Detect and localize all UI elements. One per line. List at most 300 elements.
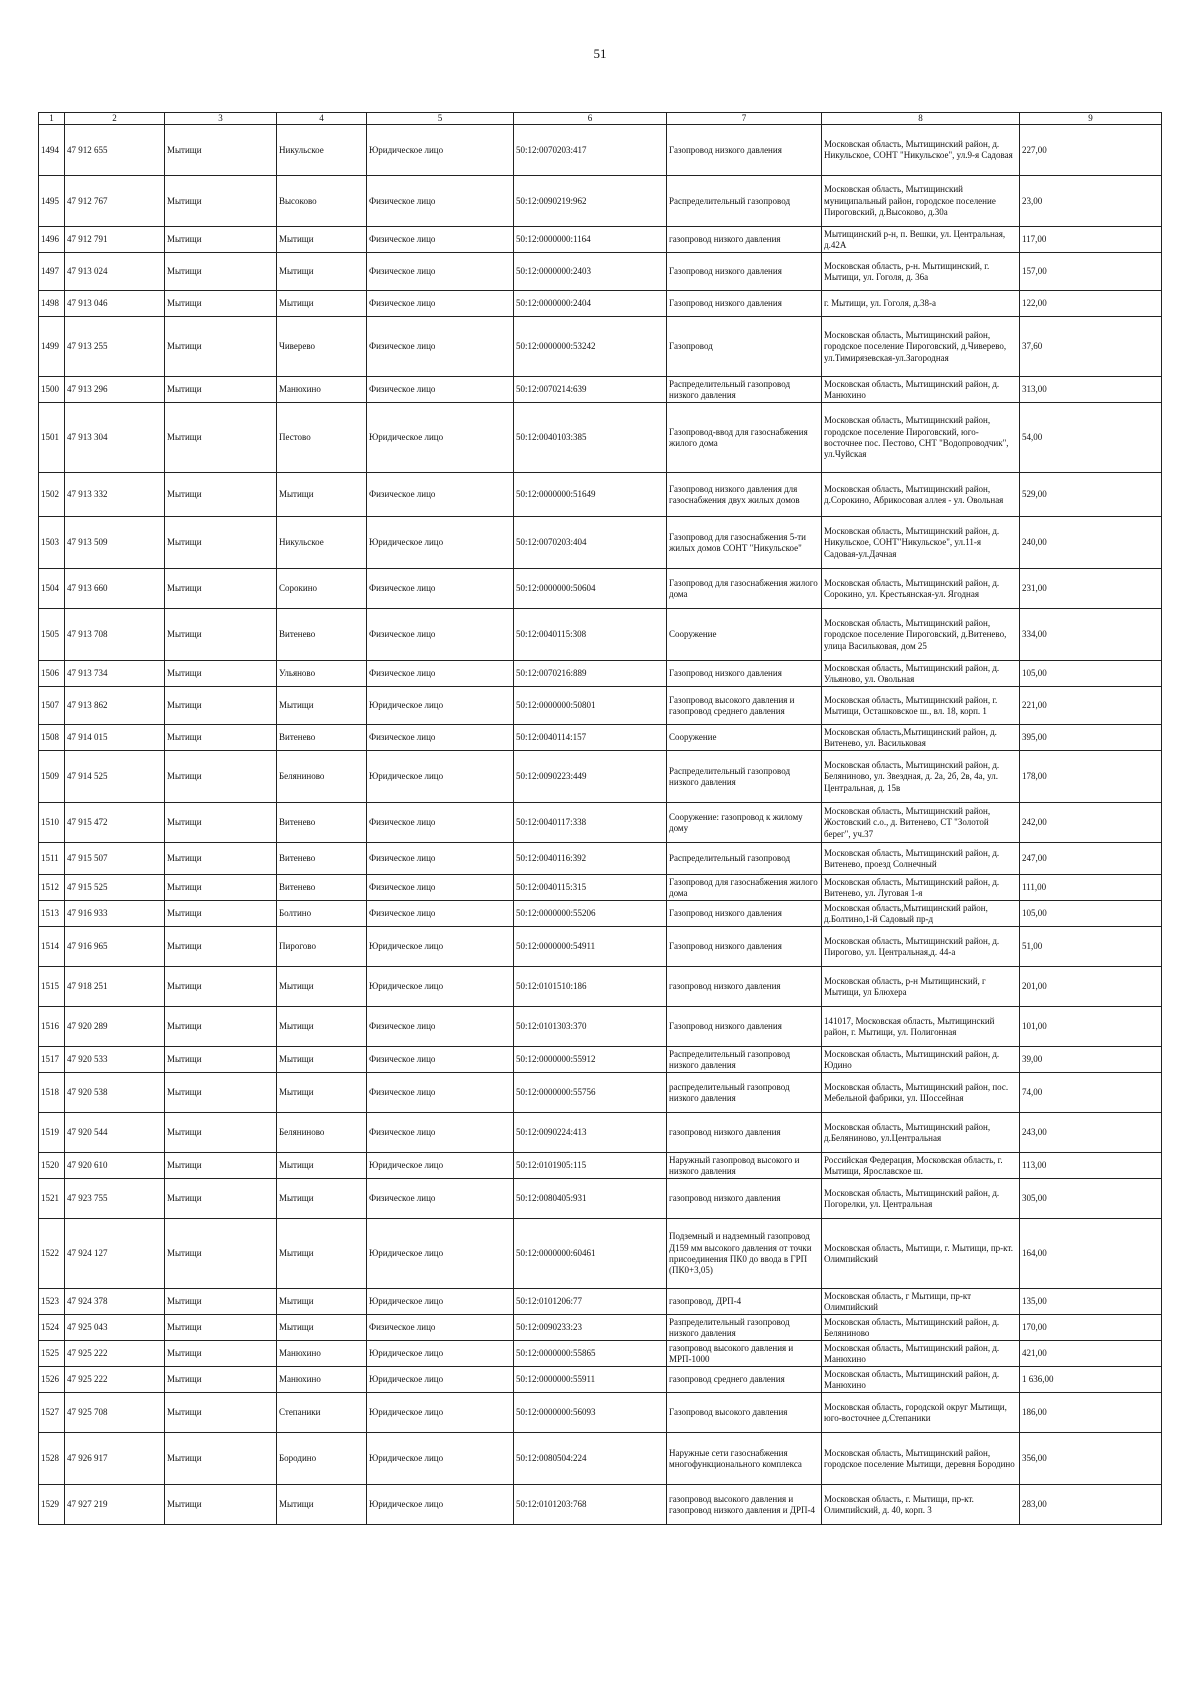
row-object-name: Газопровод низкого давления для газоснабжения двух жилых домов [667,473,822,517]
row-address: Московская область, Мытищинский район, пос. Мебельной фабрики, ул. Шоссейная [822,1073,1020,1113]
row-city: Мытищи [165,1179,277,1219]
row-length: 178,00 [1020,751,1162,803]
row-locality: Мытищи [277,1289,367,1315]
row-code: 47 912 655 [65,125,165,176]
row-number: 1520 [39,1153,65,1179]
row-length: 170,00 [1020,1315,1162,1341]
row-number: 1506 [39,661,65,687]
row-code: 47 920 533 [65,1047,165,1073]
row-locality: Болтино [277,901,367,927]
row-code: 47 920 544 [65,1113,165,1153]
row-cadastral-number: 50:12:0070214:639 [514,377,667,403]
row-code: 47 913 862 [65,687,165,725]
row-number: 1526 [39,1367,65,1393]
row-owner-type: Физическое лицо [367,176,514,227]
row-cadastral-number: 50:12:0080405:931 [514,1179,667,1219]
row-number: 1504 [39,569,65,609]
table-row [39,227,1162,253]
row-number: 1529 [39,1485,65,1525]
row-object-name: распределительный газопровод низкого давления [667,1073,822,1113]
row-city: Мытищи [165,253,277,291]
row-length: 164,00 [1020,1219,1162,1289]
row-number: 1498 [39,291,65,317]
row-locality: Мытищи [277,253,367,291]
row-length: 37,60 [1020,317,1162,377]
row-locality: Витенево [277,843,367,875]
row-code: 47 912 767 [65,176,165,227]
row-length: 113,00 [1020,1153,1162,1179]
row-city: Мытищи [165,609,277,661]
row-cadastral-number: 50:12:0000000:2404 [514,291,667,317]
row-address: Московская область, Мытищинский район, д. Манюхино [822,1341,1020,1367]
row-code: 47 912 791 [65,227,165,253]
row-locality: Ульяновo [277,661,367,687]
row-cadastral-number: 50:12:0000000:55756 [514,1073,667,1113]
row-object-name: Газопровод низкого давления [667,661,822,687]
row-address: Московская область, Мытищинский район, д. Ульяново, ул. Овольная [822,661,1020,687]
row-city: Мытищи [165,1289,277,1315]
row-address: Московская область, Мытищинский район, д.Беляниново, ул.Центральная [822,1113,1020,1153]
header-row [39,113,1162,125]
column-header: 7 [667,113,822,125]
row-address: Московская область, Мытищинский район, городское поселение Мытищи, деревня Бородино [822,1433,1020,1485]
row-code: 47 913 509 [65,517,165,569]
row-cadastral-number: 50:12:0070216:889 [514,661,667,687]
row-owner-type: Юридическое лицо [367,1219,514,1289]
row-code: 47 915 525 [65,875,165,901]
row-owner-type: Физическое лицо [367,725,514,751]
row-cadastral-number: 50:12:0090219:962 [514,176,667,227]
row-city: Мытищи [165,317,277,377]
row-number: 1496 [39,227,65,253]
row-length: 395,00 [1020,725,1162,751]
row-object-name: Распределительный газопровод низкого давления [667,1047,822,1073]
row-object-name: Разпределительный газопровод низкого давления [667,1315,822,1341]
row-city: Мытищи [165,1341,277,1367]
row-length: 283,00 [1020,1485,1162,1525]
row-number: 1511 [39,843,65,875]
row-number: 1503 [39,517,65,569]
row-length: 529,00 [1020,473,1162,517]
table-row [39,967,1162,1007]
row-code: 47 915 472 [65,803,165,843]
row-address: Московская область, Мытищинский район, городское поселение Пироговский, юго-восточнее пос. Пестово, СНТ "Водопроводчик", ул.Чуйская [822,403,1020,473]
row-address: Московская область, Мытищинский муниципальный район, городское поселение Пироговский, д.Высоково, д.30а [822,176,1020,227]
row-locality: Мытищи [277,473,367,517]
row-object-name: Газопровод низкого давления [667,927,822,967]
row-address: г. Мытищи, ул. Гоголя, д.38-а [822,291,1020,317]
row-object-name: Распределительный газопровод [667,843,822,875]
row-city: Мытищи [165,751,277,803]
row-locality: Мытищи [277,1073,367,1113]
row-address: Российская Федерация, Московская область, г. Мытищи, Ярославское ш. [822,1153,1020,1179]
row-locality: Витенево [277,725,367,751]
row-cadastral-number: 50:12:0000000:50604 [514,569,667,609]
row-cadastral-number: 50:12:0000000:55206 [514,901,667,927]
row-address: Московская область, Мытищинский район, д. Юдино [822,1047,1020,1073]
row-locality: Манюхино [277,1341,367,1367]
row-code: 47 927 219 [65,1485,165,1525]
row-address: Московская область, Мытищинский район, городское поселение Пироговский, д.Чиверево, ул.Тимирязевская-ул.Загородная [822,317,1020,377]
table-row [39,843,1162,875]
table-row [39,687,1162,725]
row-owner-type: Физическое лицо [367,661,514,687]
row-length: 117,00 [1020,227,1162,253]
row-cadastral-number: 50:12:0000000:55912 [514,1047,667,1073]
row-owner-type: Физическое лицо [367,377,514,403]
row-length: 221,00 [1020,687,1162,725]
row-object-name: газопровод высокого давления и МРП-1000 [667,1341,822,1367]
row-object-name: Газопровод для газоснабжения жилого дома [667,569,822,609]
row-city: Мытищи [165,661,277,687]
row-cadastral-number: 50:12:0040115:315 [514,875,667,901]
row-number: 1516 [39,1007,65,1047]
row-length: 101,00 [1020,1007,1162,1047]
row-object-name: Газопровод низкого давления [667,291,822,317]
row-address: Московская область, р-н. Мытищинский, г. Мытищи, ул. Гоголя, д. 36а [822,253,1020,291]
row-locality: Мытищи [277,1179,367,1219]
row-owner-type: Физическое лицо [367,875,514,901]
table-row [39,569,1162,609]
row-owner-type: Юридическое лицо [367,1433,514,1485]
row-owner-type: Юридическое лицо [367,967,514,1007]
row-length: 39,00 [1020,1047,1162,1073]
row-address: Московская область, Мытищинский район, Жостовский с.о., д. Витенево, СТ "Золотой берег", уч.37 [822,803,1020,843]
row-cadastral-number: 50:12:0000000:56093 [514,1393,667,1433]
row-city: Мытищи [165,1315,277,1341]
table-row [39,751,1162,803]
row-length: 122,00 [1020,291,1162,317]
row-cadastral-number: 50:12:0000000:1164 [514,227,667,253]
row-number: 1513 [39,901,65,927]
row-code: 47 924 378 [65,1289,165,1315]
row-code: 47 913 296 [65,377,165,403]
table-row [39,1219,1162,1289]
row-owner-type: Физическое лицо [367,1179,514,1219]
table-header [39,113,1162,125]
row-object-name: Газопровод низкого давления [667,901,822,927]
row-city: Мытищи [165,1153,277,1179]
row-code: 47 925 222 [65,1341,165,1367]
table-row [39,1153,1162,1179]
row-number: 1517 [39,1047,65,1073]
row-owner-type: Физическое лицо [367,253,514,291]
row-city: Мытищи [165,1007,277,1047]
row-cadastral-number: 50:12:0101510:186 [514,967,667,1007]
row-code: 47 913 734 [65,661,165,687]
row-city: Мытищи [165,1047,277,1073]
table-row [39,1179,1162,1219]
row-number: 1524 [39,1315,65,1341]
row-city: Мытищи [165,875,277,901]
row-locality: Витенево [277,875,367,901]
row-length: 54,00 [1020,403,1162,473]
row-city: Мытищи [165,803,277,843]
row-locality: Мытищи [277,227,367,253]
row-address: Московская область,Мытищинский район, д.Болтино,1-й Садовый пр-д [822,901,1020,927]
row-number: 1528 [39,1433,65,1485]
row-locality: Пирогово [277,927,367,967]
row-locality: Беляниново [277,1113,367,1153]
row-owner-type: Юридическое лицо [367,403,514,473]
registry-table [38,112,1162,1525]
row-locality: Пестово [277,403,367,473]
row-code: 47 925 708 [65,1393,165,1433]
row-locality: Мытищи [277,291,367,317]
row-city: Мытищи [165,1393,277,1433]
row-address: Московская область, г Мытищи, пр-кт Олимпийский [822,1289,1020,1315]
table-row [39,517,1162,569]
row-address: Московская область, Мытищинский район, д. Манюхино [822,1367,1020,1393]
row-code: 47 920 538 [65,1073,165,1113]
row-locality: Мытищи [277,1315,367,1341]
table-body [39,125,1162,1525]
row-code: 47 925 222 [65,1367,165,1393]
row-code: 47 913 024 [65,253,165,291]
row-locality: Мытищи [277,967,367,1007]
row-cadastral-number: 50:12:0040115:308 [514,609,667,661]
row-number: 1510 [39,803,65,843]
row-cadastral-number: 50:12:0040103:385 [514,403,667,473]
row-owner-type: Юридическое лицо [367,751,514,803]
row-city: Мытищи [165,843,277,875]
row-city: Мытищи [165,725,277,751]
row-city: Мытищи [165,1219,277,1289]
row-locality: Мытищи [277,1485,367,1525]
row-address: 141017, Московская область, Мытищинский район, г. Мытищи, ул. Полигонная [822,1007,1020,1047]
row-cadastral-number: 50:12:0000000:55865 [514,1341,667,1367]
row-object-name: Сооружение [667,725,822,751]
row-city: Мытищи [165,967,277,1007]
row-address: Московская область, Мытищинский район, д. Беляниново, ул. Звездная, д. 2а, 2б, 2в, 4а, ул. Центральная, д. 15в [822,751,1020,803]
row-length: 105,00 [1020,661,1162,687]
row-city: Мытищи [165,687,277,725]
row-address: Московская область, Мытищинский район, д. Никульское, СОНТ"Никульское", ул.11-я Садовая-ул.Дачная [822,517,1020,569]
row-object-name: Газопровод [667,317,822,377]
row-code: 47 913 660 [65,569,165,609]
row-cadastral-number: 50:12:0090233:23 [514,1315,667,1341]
row-locality: Никульское [277,125,367,176]
row-length: 247,00 [1020,843,1162,875]
row-length: 305,00 [1020,1179,1162,1219]
row-locality: Никульское [277,517,367,569]
row-object-name: Газопровод низкого давления [667,125,822,176]
row-number: 1518 [39,1073,65,1113]
row-locality: Манюхино [277,377,367,403]
row-owner-type: Физическое лицо [367,609,514,661]
row-owner-type: Физическое лицо [367,227,514,253]
row-owner-type: Юридическое лицо [367,1367,514,1393]
row-number: 1521 [39,1179,65,1219]
column-header: 1 [39,113,65,125]
row-object-name: газопровод среднего давления [667,1367,822,1393]
row-length: 313,00 [1020,377,1162,403]
row-owner-type: Физическое лицо [367,843,514,875]
row-city: Мытищи [165,227,277,253]
row-cadastral-number: 50:12:0000000:2403 [514,253,667,291]
row-city: Мытищи [165,901,277,927]
row-code: 47 916 965 [65,927,165,967]
row-object-name: газопровод низкого давления [667,1113,822,1153]
row-length: 356,00 [1020,1433,1162,1485]
row-city: Мытищи [165,517,277,569]
table-row [39,253,1162,291]
row-length: 421,00 [1020,1341,1162,1367]
row-cadastral-number: 50:12:0040114:157 [514,725,667,751]
row-object-name: Сооружение [667,609,822,661]
row-address: Московская область, р-н Мытищинский, г Мытищи, ул Блюхера [822,967,1020,1007]
row-locality: Бородино [277,1433,367,1485]
row-address: Мытищинский р-н, п. Вешки, ул. Центральная, д.42А [822,227,1020,253]
row-number: 1494 [39,125,65,176]
row-locality: Манюхино [277,1367,367,1393]
row-object-name: газопровод высокого давления и газопровод низкого давления и ДРП-4 [667,1485,822,1525]
row-address: Московская область, Мытищинский район, д. Пирогово, ул. Центральная,д. 44-а [822,927,1020,967]
row-address: Московская область, Мытищинский район, д. Манюхино [822,377,1020,403]
row-address: Московская область, Мытищинский район, д. Витенево, проезд Солнечный [822,843,1020,875]
row-length: 240,00 [1020,517,1162,569]
table-row [39,403,1162,473]
table-row [39,291,1162,317]
row-number: 1502 [39,473,65,517]
row-locality: Мытищи [277,1153,367,1179]
table-row [39,1007,1162,1047]
table-row [39,176,1162,227]
row-locality: Мытищи [277,687,367,725]
table-row [39,1341,1162,1367]
row-owner-type: Юридическое лицо [367,1393,514,1433]
row-owner-type: Физическое лицо [367,569,514,609]
row-locality: Витенево [277,609,367,661]
table-row [39,609,1162,661]
row-cadastral-number: 50:12:0040116:392 [514,843,667,875]
row-code: 47 924 127 [65,1219,165,1289]
column-header: 2 [65,113,165,125]
row-locality: Степаники [277,1393,367,1433]
row-address: Московская область, Мытищинский район, д. Беляниново [822,1315,1020,1341]
row-address: Московская область, Мытищинский район, д. Никульское, СОНТ "Никульское", ул.9-я Садовая [822,125,1020,176]
row-owner-type: Физическое лицо [367,317,514,377]
row-code: 47 913 304 [65,403,165,473]
row-number: 1525 [39,1341,65,1367]
row-owner-type: Юридическое лицо [367,687,514,725]
row-address: Московская область, Мытищинский район, д. Витенево, ул. Луговая 1-я [822,875,1020,901]
row-locality: Беляниново [277,751,367,803]
row-owner-type: Юридическое лицо [367,1153,514,1179]
row-code: 47 913 332 [65,473,165,517]
row-object-name: газопровод, ДРП-4 [667,1289,822,1315]
row-owner-type: Юридическое лицо [367,517,514,569]
row-length: 1 636,00 [1020,1367,1162,1393]
table-row [39,901,1162,927]
row-cadastral-number: 50:12:0000000:60461 [514,1219,667,1289]
row-locality: Чиверево [277,317,367,377]
row-length: 334,00 [1020,609,1162,661]
row-number: 1527 [39,1393,65,1433]
row-locality: Высоково [277,176,367,227]
row-length: 201,00 [1020,967,1162,1007]
row-owner-type: Юридическое лицо [367,927,514,967]
row-cadastral-number: 50:12:0000000:54911 [514,927,667,967]
table-row [39,377,1162,403]
row-cadastral-number: 50:12:0101303:370 [514,1007,667,1047]
row-number: 1500 [39,377,65,403]
row-address: Московская область, Мытищинский район, д. Сорокино, ул. Крестьянская-ул. Ягодная [822,569,1020,609]
row-object-name: Газопровод низкого давления [667,253,822,291]
row-object-name: газопровод низкого давления [667,1179,822,1219]
row-owner-type: Физическое лицо [367,803,514,843]
table-row [39,1073,1162,1113]
row-length: 242,00 [1020,803,1162,843]
row-cadastral-number: 50:12:0040117:338 [514,803,667,843]
row-length: 105,00 [1020,901,1162,927]
row-number: 1499 [39,317,65,377]
row-city: Мытищи [165,125,277,176]
row-length: 243,00 [1020,1113,1162,1153]
table-row [39,1315,1162,1341]
row-code: 47 918 251 [65,967,165,1007]
column-header: 3 [165,113,277,125]
table-row [39,317,1162,377]
row-length: 231,00 [1020,569,1162,609]
row-address: Московская область, Мытищинский район, г. Мытищи, Осташковское ш., вл. 18, корп. 1 [822,687,1020,725]
row-code: 47 923 755 [65,1179,165,1219]
row-number: 1501 [39,403,65,473]
row-object-name: газопровод низкого давления [667,967,822,1007]
row-number: 1523 [39,1289,65,1315]
row-number: 1514 [39,927,65,967]
row-code: 47 926 917 [65,1433,165,1485]
row-owner-type: Физическое лицо [367,473,514,517]
row-cadastral-number: 50:12:0101203:768 [514,1485,667,1525]
row-code: 47 913 046 [65,291,165,317]
row-address: Московская область, Мытищинский район, городское поселение Пироговский, д.Витенево, улица Васильковая, дом 25 [822,609,1020,661]
page-number: 51 [593,46,607,61]
row-owner-type: Физическое лицо [367,1073,514,1113]
row-owner-type: Физическое лицо [367,291,514,317]
column-header: 5 [367,113,514,125]
row-city: Мытищи [165,473,277,517]
row-code: 47 914 015 [65,725,165,751]
table-row [39,661,1162,687]
table-row [39,803,1162,843]
column-header: 4 [277,113,367,125]
row-address: Московская область, Мытищинский район, д. Погорелки, ул. Центральная [822,1179,1020,1219]
row-city: Мытищи [165,927,277,967]
row-locality: Мытищи [277,1007,367,1047]
row-city: Мытищи [165,1113,277,1153]
table-row [39,1433,1162,1485]
row-length: 74,00 [1020,1073,1162,1113]
row-object-name: Газопровод для газоснабжения 5-ти жилых домов СОНТ "Никульское" [667,517,822,569]
row-city: Мытищи [165,403,277,473]
row-locality: Витенево [277,803,367,843]
row-code: 47 913 255 [65,317,165,377]
row-number: 1495 [39,176,65,227]
row-address: Московская область, г. Мытищи, пр-кт. Олимпийский, д. 40, корп. 3 [822,1485,1020,1525]
table-row [39,473,1162,517]
row-cadastral-number: 50:12:0000000:55911 [514,1367,667,1393]
row-owner-type: Физическое лицо [367,1047,514,1073]
row-number: 1507 [39,687,65,725]
row-code: 47 915 507 [65,843,165,875]
row-city: Мытищи [165,569,277,609]
table-row [39,1113,1162,1153]
row-length: 111,00 [1020,875,1162,901]
row-cadastral-number: 50:12:0090224:413 [514,1113,667,1153]
row-cadastral-number: 50:12:0101206:77 [514,1289,667,1315]
row-code: 47 913 708 [65,609,165,661]
